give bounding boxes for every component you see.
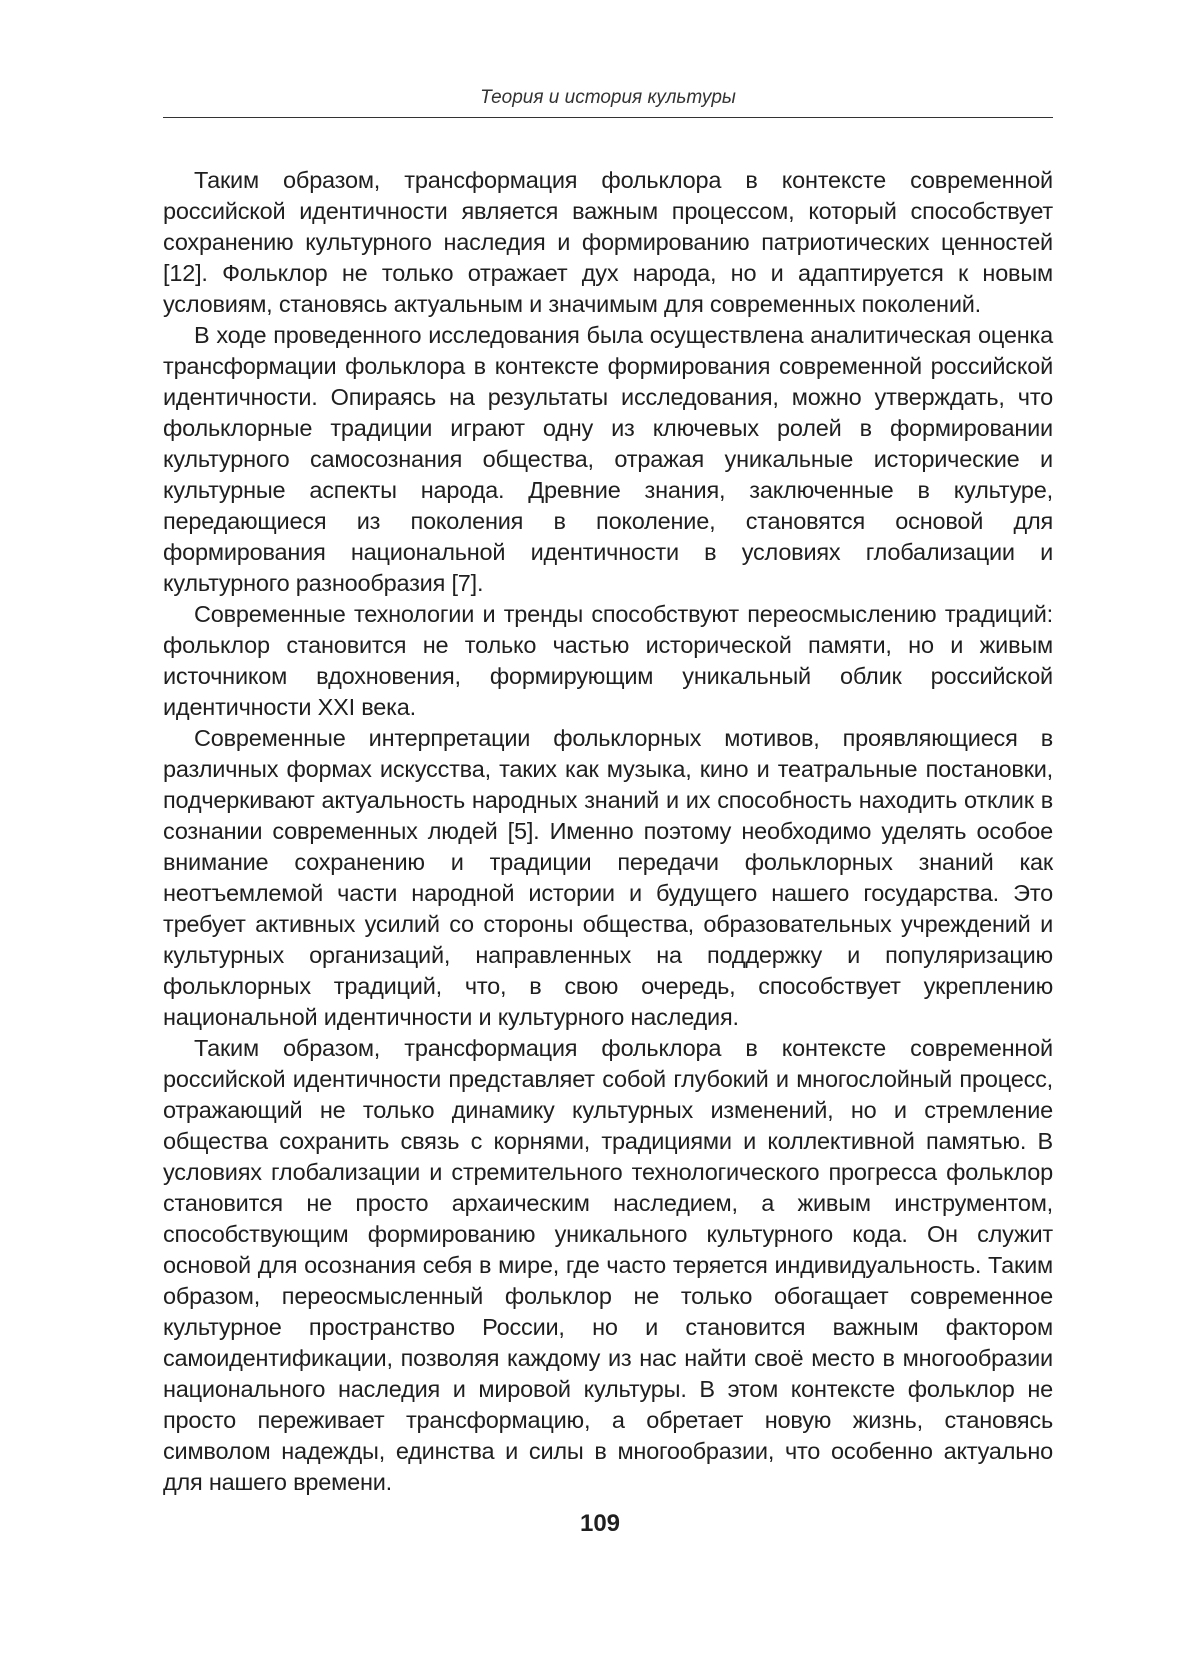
paragraph: Современные интерпретации фольклорных мотивов, проявляющиеся в различных формах искусства, таких как музыка, кино и театральные постановки, подчеркивают актуальность народных знаний и их способность находить отклик в сознании современных людей [5]. Именно поэтому необходимо уделять особое внимание сохранению и традиции передачи фольклорных знаний как неотъемлемой части народной истории и будущего нашего государства. Это требует активных усилий со стороны общества, образовательных учреждений и культурных организаций, направленных на поддержку и популяризацию фольклорных традиций, что, в свою очередь, способствует укреплению национальной идентичности и культурного наследия. <box>163 725 1053 1030</box>
paragraph: Современные технологии и тренды способствуют переосмыслению традиций: фольклор становится не только частью исторической памяти, но и живым источником вдохновения, формирующим уникальный облик российской идентичности XXI века. <box>163 601 1053 720</box>
header-divider <box>163 117 1053 118</box>
running-header: Теория и история культуры <box>480 87 736 108</box>
page-number: 109 <box>579 1510 621 1537</box>
paragraph: Таким образом, трансформация фольклора в контексте современной российской идентичности представляет собой глубокий и многослойный процесс, отражающий не только динамику культурных изменений, но и стремление общества сохранить связь с корнями, традициями и коллективной памятью. В условиях глобализации и стремительного технологического прогресса фольклор становится не просто архаическим наследием, а живым инструментом, способствующим формированию уникального культурного кода. Он служит основой для осознания себя в мире, где часто теряется индивидуальность. Таким образом, переосмысленный фольклор не только обогащает современное культурное пространство России, но и становится важным фактором самоидентификации, позволяя каждому из нас найти своё место в многообразии национального наследия и мировой культуры. В этом контексте фольклор не просто переживает трансформацию, а обретает новую жизнь, становясь символом надежды, единства и силы в многообразии, что особенно актуально для нашего времени. <box>163 1035 1053 1495</box>
body-text <box>163 165 1053 1498</box>
paragraph: Таким образом, трансформация фольклора в контексте современной российской идентичности является важным процессом, который способствует сохранению культурного наследия и формированию патриотических ценностей [12]. Фольклор не только отражает дух народа, но и адаптируется к новым условиям, становясь актуальным и значимым для современных поколений. <box>163 167 1053 317</box>
paragraph: В ходе проведенного исследования была осуществлена аналитическая оценка трансформации фольклора в контексте формирования современной российской идентичности. Опираясь на результаты исследования, можно утверждать, что фольклорные традиции играют одну из ключевых ролей в формировании культурного самосознания общества, отражая уникальные исторические и культурные аспекты народа. Древние знания, заключенные в культуре, передающиеся из поколения в поколение, становятся основой для формирования национальной идентичности в условиях глобализации и культурного разнообразия [7]. <box>163 322 1053 596</box>
